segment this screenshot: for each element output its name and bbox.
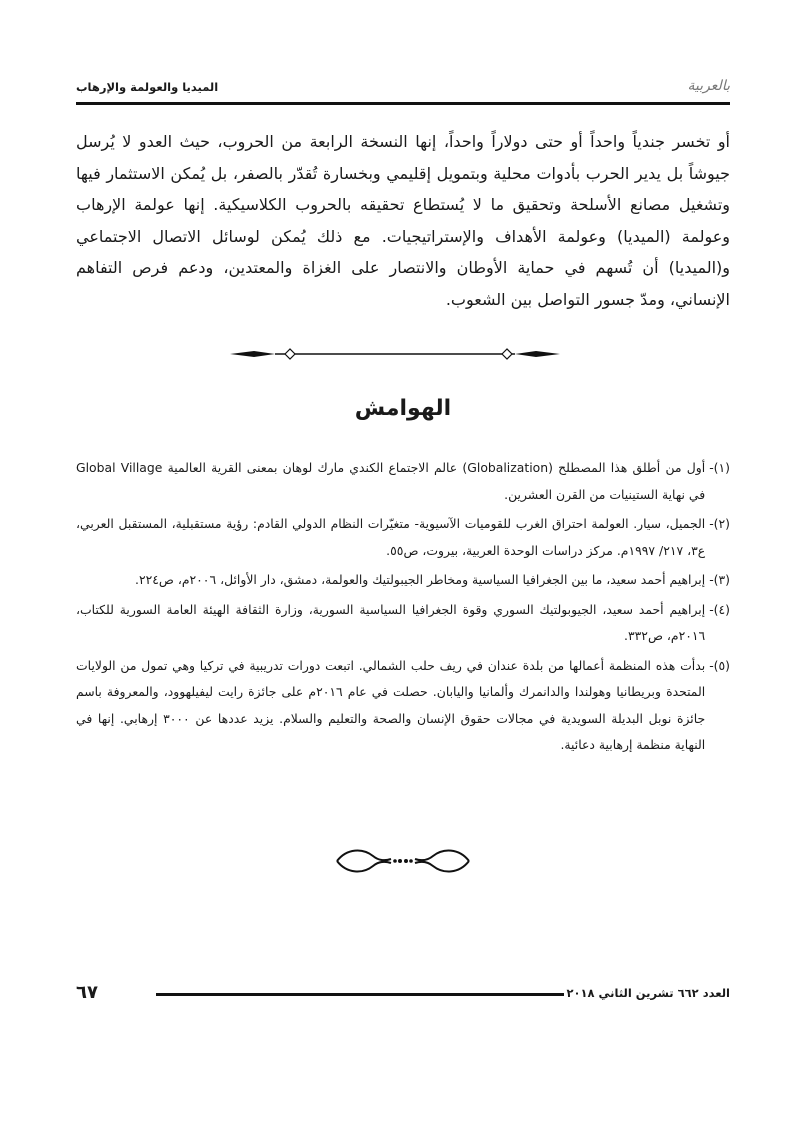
footnote-item: [76, 455, 730, 508]
footnote-number: (١)-: [709, 460, 730, 475]
ornament-left-swirl-lower: [337, 861, 391, 871]
footnote-number: (٤)-: [709, 601, 730, 617]
footnote-text: الجميل، سيار. العولمة احتراق الغرب للقوميات الآسيوية- متغيّرات النظام الدولي القادم: رؤية مستقبلية، المستقبل العربي، ع٣، ٢١٧/ ١٩٩٧م. مركز دراسات الوحدة العربية، بيروت، ص٥٥.: [76, 516, 706, 558]
footnote-text: إبراهيم أحمد سعيد، الجيوبولتيك السوري وقوة الجغرافيا السياسية السورية، وزارة الثقافة الهيئة العامة السورية للكتاب، ٢٠١٦م، ص٣٣٢.: [76, 601, 706, 643]
ornament-bead: [409, 859, 413, 863]
ornament-bead: [398, 859, 402, 863]
footnotes-list: [76, 455, 730, 762]
ornament-left-point: [230, 351, 275, 357]
page-footer: [76, 982, 730, 1006]
footnote-number: (٢)-: [709, 516, 730, 531]
footnote-item: [76, 653, 730, 759]
section-title: الهوامش: [354, 396, 452, 421]
footnote-number: (٣)-: [709, 572, 730, 587]
ornament-left-swirl: [337, 851, 391, 861]
header-divider: [76, 102, 730, 105]
footnote-text: إبراهيم أحمد سعيد، ما بين الجغرافيا السياسية ومخاطر الجيبولتيك والعولمة، دمشق، دار الأوائل، ٢٠٠٦م، ص٢٢٤.: [134, 572, 706, 587]
footnote-number: (٥)-: [709, 657, 730, 673]
article-running-title: الميديا والعولمة والإرهاب: [76, 80, 219, 94]
body-paragraph: أو تخسر جندياً واحداً أو حتى دولاراً واحداً، إنها النسخة الرابعة من الحروب، حيث العدو لا يُرسل جيوشاً بل يدير الحرب بأدوات محلية وبتمويل إقليمي وبخسارة تُقدّر بالصفر، بل يُمكن الاستثمار فيها وتشغيل مصانع الأسلحة وتحقيق ما لا يُستطاع تحقيقه بالحروب الكلاسيكية. إنها عولمة الإرهاب وعولمة (الميديا) وعولمة الأهداف والإستراتيجيات. مع ذلك يُمكن لوسائل الاتصال الاجتماعي و(الميديا) أن تُسهم في حماية الأوطان والانتصار على الغزاة والمعتدين، ودعم فرص التفاهم الإنساني، ومدّ جسور التواصل بين الشعوب.: [76, 132, 730, 309]
magazine-logo: بالعربية: [687, 78, 730, 94]
ornament-diamond-left: [285, 349, 295, 359]
footnote-item: [76, 567, 730, 594]
footer-divider: [156, 993, 564, 996]
ornament-bead: [404, 859, 408, 863]
section-divider-ornament: [230, 344, 560, 364]
footnote-text: بدأت هذه المنظمة أعمالها من بلدة عندان في ريف حلب الشمالي. اتبعت دورات تدريبية في تركيا وهي تمول من الولايات المتحدة وبريطانيا وهولندا والدانمرك وألمانيا واليابان. حصلت في عام ٢٠١٦م على جائزة رايت ليفيلهوود، والمعروفة باسم جائزة نوبل البديلة السويدية في مجالات حقوق الإنسان والصحة والتعليم والسلام. يزيد عددها عن ٣٠٠٠ إرهابي. إنها في النهاية منظمة إرهابية دعائية.: [76, 657, 706, 752]
ornament-right-swirl-lower: [415, 861, 469, 871]
ornament-right-point: [515, 351, 560, 357]
issue-info: العدد ٦٦٢ تشرين الثاني ٢٠١٨: [566, 986, 730, 1000]
footnote-item: [76, 511, 730, 564]
ornament-right-swirl: [415, 851, 469, 861]
footnote-text: أول من أطلق هذا المصطلح (Globalization) عالم الاجتماع الكندي مارك لوهان بمعنى القرية العالمية Global Village في نهاية الستينيات من القرن العشرين.: [76, 460, 706, 502]
running-header: [76, 72, 730, 100]
page-number: ٦٧: [76, 982, 98, 1003]
ornament-diamond-right: [502, 349, 512, 359]
footnote-item: [76, 597, 730, 650]
ornament-bead: [393, 859, 397, 863]
closing-ornament: [333, 846, 473, 876]
